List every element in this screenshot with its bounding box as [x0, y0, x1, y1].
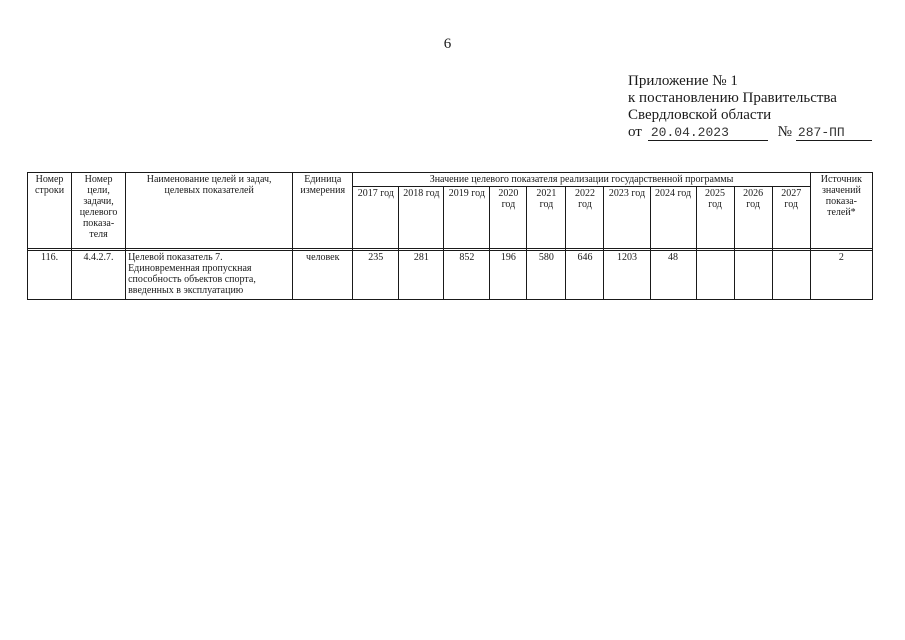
header-row-top	[28, 173, 873, 187]
appendix-date-line	[628, 124, 872, 141]
cell-value: 1203	[604, 251, 650, 300]
header-goal-number: Номер цели, задачи, целевого показа-теля	[72, 173, 126, 249]
cell-value	[696, 251, 734, 300]
cell-value: 646	[566, 251, 604, 300]
cell-value: 281	[399, 251, 444, 300]
appendix-resolution: к постановлению Правительства	[628, 90, 837, 106]
appendix-region: Свердловской области	[628, 107, 772, 123]
header-year: 2021 год	[527, 187, 566, 249]
header-source: Источник значений показа-телей*	[810, 173, 872, 249]
indicators-table	[27, 172, 873, 300]
cell-value: 196	[490, 251, 527, 300]
header-year: 2026 год	[734, 187, 772, 249]
appendix-title: Приложение № 1	[628, 73, 738, 89]
cell-value: 235	[353, 251, 399, 300]
cell-value	[772, 251, 810, 300]
header-year: 2018 год	[399, 187, 444, 249]
header-year: 2022 год	[566, 187, 604, 249]
cell-unit: человек	[293, 251, 353, 300]
header-name: Наименование целей и задач, целевых показателей	[126, 173, 293, 249]
header-values-group: Значение целевого показателя реализации государственной программы	[353, 173, 811, 187]
cell-value: 580	[527, 251, 566, 300]
header-year: 2017 год	[353, 187, 399, 249]
date-prefix: от	[628, 124, 642, 140]
cell-value: 852	[444, 251, 490, 300]
header-year: 2023 год	[604, 187, 650, 249]
header-year: 2025 год	[696, 187, 734, 249]
cell-value	[734, 251, 772, 300]
header-year: 2024 год	[650, 187, 696, 249]
header-row-number: Номер строки	[28, 173, 72, 249]
resolution-date: 20.04.2023	[650, 125, 729, 140]
header-year: 2027 год	[772, 187, 810, 249]
resolution-number: 287-ПП	[797, 125, 845, 140]
cell-value: 48	[650, 251, 696, 300]
number-prefix: №	[777, 124, 792, 140]
table-row	[28, 251, 873, 300]
cell-name: Целевой показатель 7. Единовременная пропускная способность объектов спорта, введенных в эксплуатацию	[126, 251, 293, 300]
header-year: 2019 год	[444, 187, 490, 249]
cell-source: 2	[810, 251, 872, 300]
header-unit: Единица измерения	[293, 173, 353, 249]
appendix-block	[628, 73, 872, 141]
cell-row-number: 116.	[28, 251, 72, 300]
header-year: 2020 год	[490, 187, 527, 249]
cell-goal-number: 4.4.2.7.	[72, 251, 126, 300]
page-number: 6	[443, 36, 452, 52]
